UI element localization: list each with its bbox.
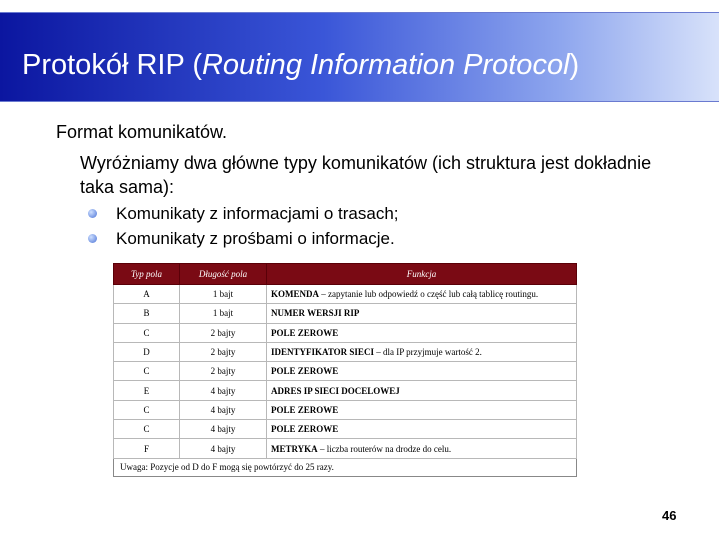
cell-function: POLE ZEROWE bbox=[267, 420, 577, 439]
cell-type: C bbox=[114, 420, 180, 439]
cell-length: 4 bajty bbox=[180, 420, 267, 439]
cell-length: 4 bajty bbox=[180, 439, 267, 458]
cell-type: C bbox=[114, 400, 180, 419]
cell-length: 2 bajty bbox=[180, 342, 267, 361]
cell-type: C bbox=[114, 323, 180, 342]
cell-length: 2 bajty bbox=[180, 362, 267, 381]
header-type: Typ pola bbox=[114, 264, 180, 285]
cell-function: POLE ZEROWE bbox=[267, 400, 577, 419]
cell-type: C bbox=[114, 362, 180, 381]
cell-length: 1 bajt bbox=[180, 285, 267, 304]
cell-type: E bbox=[114, 381, 180, 400]
cell-type: B bbox=[114, 304, 180, 323]
message-format-table bbox=[113, 263, 576, 477]
cell-type: D bbox=[114, 342, 180, 361]
bullet-item: Komunikaty z prośbami o informacje. bbox=[88, 226, 399, 251]
cell-length: 4 bajty bbox=[180, 400, 267, 419]
intro-paragraph: Wyróżniamy dwa główne typy komunikatów (ich struktura jest dokładnie taka sama): bbox=[80, 153, 652, 197]
table-note: Uwaga: Pozycje od D do F mogą się powtórzyć do 25 razy. bbox=[114, 458, 577, 476]
cell-function: NUMER WERSJI RIP bbox=[267, 304, 577, 323]
cell-length: 2 bajty bbox=[180, 323, 267, 342]
table-row bbox=[114, 323, 577, 342]
bullet-dot-icon bbox=[88, 209, 97, 218]
table-row bbox=[114, 420, 577, 439]
table-row bbox=[114, 342, 577, 361]
slide-title: Protokół RIP (Routing Information Protocol) bbox=[22, 49, 580, 81]
cell-function: POLE ZEROWE bbox=[267, 323, 577, 342]
table-row bbox=[114, 362, 577, 381]
cell-function: METRYKA – liczba routerów na drodze do celu. bbox=[267, 439, 577, 458]
cell-function: ADRES IP SIECI DOCELOWEJ bbox=[267, 381, 577, 400]
bullet-item: Komunikaty z informacjami o trasach; bbox=[88, 201, 399, 226]
table-row bbox=[114, 285, 577, 304]
title-bar bbox=[0, 12, 719, 102]
table-row bbox=[114, 439, 577, 458]
table-row bbox=[114, 304, 577, 323]
cell-function: KOMENDA – zapytanie lub odpowiedź o część lub całą tablicę routingu. bbox=[267, 285, 577, 304]
cell-type: A bbox=[114, 285, 180, 304]
cell-length: 1 bajt bbox=[180, 304, 267, 323]
table-row bbox=[114, 381, 577, 400]
cell-function: IDENTYFIKATOR SIECI – dla IP przyjmuje wartość 2. bbox=[267, 342, 577, 361]
bullet-list bbox=[88, 201, 399, 251]
header-length: Długość pola bbox=[180, 264, 267, 285]
cell-type: F bbox=[114, 439, 180, 458]
page-number: 46 bbox=[662, 508, 677, 523]
cell-length: 4 bajty bbox=[180, 381, 267, 400]
cell-function: POLE ZEROWE bbox=[267, 362, 577, 381]
section-heading: Format komunikatów. bbox=[56, 122, 228, 142]
bullet-dot-icon bbox=[88, 234, 97, 243]
header-function: Funkcja bbox=[267, 264, 577, 285]
table-row bbox=[114, 400, 577, 419]
